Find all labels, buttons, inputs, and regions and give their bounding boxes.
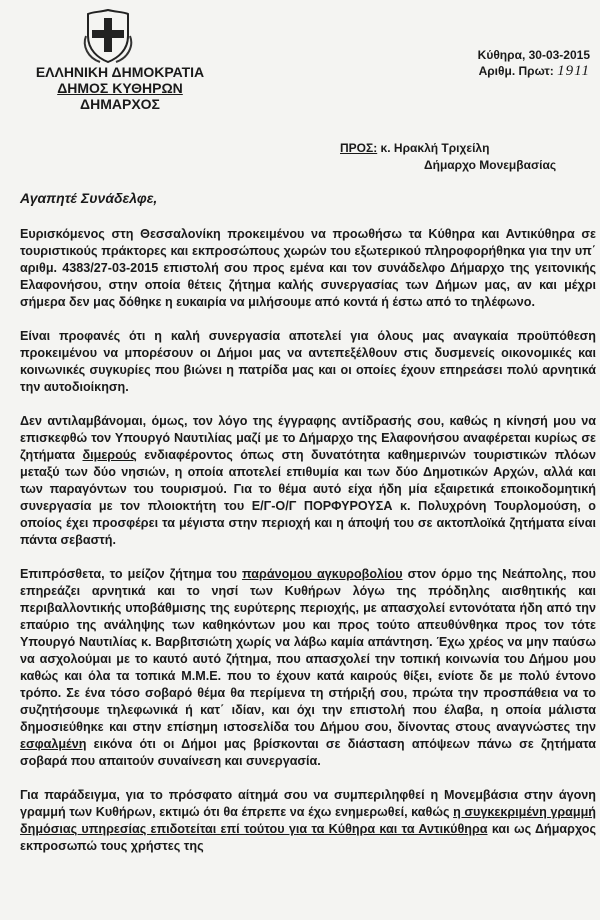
header-municipality: ΔΗΜΟΣ ΚΥΘΗΡΩΝ (57, 80, 183, 96)
place-date: Κύθηρα, 30-03-2015 (477, 48, 590, 62)
paragraph-1: Ευρισκόμενος στη Θεσσαλονίκη προκειμένου να προωθήσω τα Κύθηρα και Αντικύθηρα σε τουριστικούς πράκτορες και εκπροσώπους χωρών του εξωτερικού πληροφορήθηκα για την υπ΄ αριθμ. 4383/27-03-2015 επιστολή σου προς εμένα και τον συνάδελφο Δήμαρχο της γειτονικής Ελαφονήσου, στην οποία θέτεις ζήτημα καλής συνεργασίας των Δήμων μας, αν και μέχρι σήμερα δεν μας δόθηκε η ευκαιρία να μιλήσουμε από κοντά ή έστω από το τηλέφωνο. (20, 227, 596, 309)
paragraph-3-text: Δεν αντιλαμβάνομαι, όμως, τον λόγο της έγγραφης αντίδρασής σου, καθώς η κίνησή μου να επισκεφθώ τον Υπουργό Ναυτιλίας μαζί με το Δήμαρχο της Ελαφονήσου αναφέρεται κυρίως σε ζητήματα (20, 414, 596, 462)
paragraph-3 (20, 413, 596, 549)
paragraph-5-text-cont: και ως Δήμαρχος εκπροσωπώ τους χρήστες της (20, 822, 596, 853)
protocol-line (410, 63, 590, 79)
header-republic: ΕΛΛΗΝΙΚΗ ΔΗΜΟΚΡΑΤΙΑ (35, 64, 205, 80)
protocol-number: 1911 (557, 63, 590, 79)
recipient-name: κ. Ηρακλή Τριχείλη (380, 141, 490, 155)
paragraph-2: Είναι προφανές ότι η καλή συνεργασία αποτελεί για όλους μας αναγκαία προϋπόθεση προκειμένου να μπορέσουν οι Δήμοι μας να αντεπεξέλθουν στις δυσμενείς οικονομικές και κοινωνικές συγκυρίες που βιώνει η πατρίδα μας και οι οποίες έχουν επηρεάσει πολύ αρνητικά την αυτοδιοίκηση. (20, 329, 596, 394)
paragraph-4-text: Επιπρόσθετα, το μείζον ζήτημα του (20, 567, 243, 581)
protocol-label: Αριθμ. Πρωτ: (478, 64, 554, 78)
underlined-phrase: διμερούς (82, 448, 137, 462)
header-mayor: ΔΗΜΑΡΧΟΣ (80, 96, 160, 112)
recipient-block (340, 140, 598, 174)
underlined-phrase: παράνομου αγκυροβολίου (242, 567, 403, 581)
paragraph-4-text-end: εικόνα ότι οι Δήμοι μας βρίσκονται σε διάσταση απόψεων πάνω σε ζητήματα σοβαρά που απαιτούν συναίνεση και συνεργασία. (20, 737, 596, 768)
paragraph-3-text-cont: ενδιαφέροντος όπως στη δυνατότητα καθημερινών τουριστικών πλόων μεταξύ των δύο νησιών, η οποία αποτελεί επιθυμία και των δύο Δημοτικών Αρχών, αλλά και των παραγόντων του τουρισμού. Για το θέμα αυτό είχα ήδη μία εξαιρετικά εποικοδομητική συνεργασία με τον πλοιοκτήτη του Ε/Γ-Ο/Γ ΠΟΡΦΥΡΟΥΣΑ κ. Πολυχρόνη Τουρλομούση, ο οποίος έχει προσφέρει τα μέγιστα στην περιοχή και η άποψή του σε ακτοπλοϊκά ζητήματα είναι πάντα σεβαστή. (20, 448, 596, 547)
issuer-header (20, 64, 220, 112)
paragraph-5-text: Για παράδειγμα, για το πρόσφατο αίτημά σου να συμπεριληφθεί η Μονεμβάσια στην άγονη γραμμή των Κυθήρων, εκτιμώ ότι θα έπρεπε να έχω ενημερωθεί, καθώς (20, 788, 596, 819)
greek-coat-of-arms-icon (80, 6, 136, 64)
underlined-phrase-2: εσφαλμένη (20, 737, 87, 751)
underlined-phrase: η συγκεκριμένη γραμμή δημόσιας υπηρεσίας επιδοτείται επί τούτου για τα Κύθηρα και τα Αντικύθηρα (20, 805, 596, 836)
letter-meta (410, 47, 590, 79)
paragraph-4-text-cont: στον όρμο της Νεάπολης, που επηρεάζει αρνητικά και το νησί των Κυθήρων λόγω της πρόδηλης αισθητικής και περιβαλλοντικής υποβάθμισης της ευρύτερης περιοχής, με απασχολεί εντονότατα ήδη από την επαύριο της ανάληψης των καθηκόντων μου και προς τούτο απευθύνθηκα προς τον τότε Υπουργό Ναυτιλίας κ. Βαρβιτσιώτη χωρίς να λάβω καμία απάντηση. Έχω χρέος να μην παύσω να ασχολούμαι με το καυτό αυτό ζήτημα, που απασχολεί την τοπική κοινωνία του Δήμου μου καθώς και όλα τα τοπικά Μ.Μ.Ε. που το έχουν κατά καιρούς θίξει, ενίοτε δε με πολύ έντονο τρόπο. Σε ένα τόσο σοβαρό θέμα θα περίμενα τη στήριξή σου, πρώτα την προσπάθεια να το συζητήσουμε τηλεφωνικά ή κατ΄ ιδίαν, και όχι την επιστολή που έλαβα, η οποία μάλιστα δημοσιεύθηκε και στην επίσημη ιστοσελίδα του Δήμου σου, δίνοντας στους αναγνώστες την (20, 567, 596, 734)
paragraph-5 (20, 787, 596, 855)
recipient-label: ΠΡΟΣ: (340, 141, 378, 155)
letter-body (20, 226, 596, 872)
greeting: Αγαπητέ Συνάδελφε, (20, 190, 158, 206)
paragraph-4 (20, 566, 596, 770)
recipient-title: Δήμαρχο Μονεμβασίας (424, 158, 557, 172)
